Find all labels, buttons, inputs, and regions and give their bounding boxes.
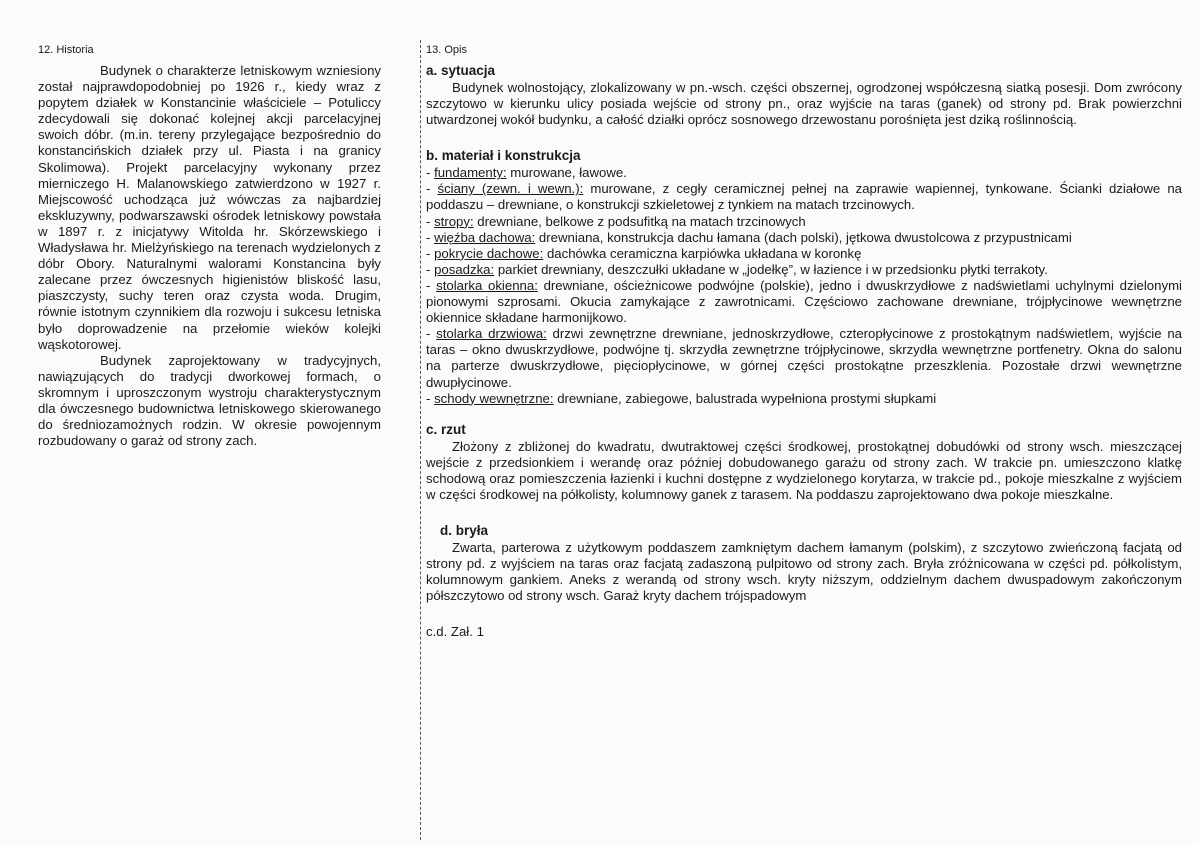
history-paragraph-1: Budynek o charakterze letniskowym wzniesiony został najprawdopodobniej po 1926 r., kiedy wraz z popytem działek w Konstancinie właściciele – Potuliccy zdecydowali się dokonać kolejnej akcji parcelacyjnej swoich dóbr. (m.in. tereny przylegające bezpośrednio do konstancińskich działek przy ul. Piasta i na granicy Skolimowa). Projekt parcelacyjny wykonany przez mierniczego H. Malanowskiego zatwierdzono w 1927 r. Miejscowość uchodząca już wówczas za najbardziej ekskluzywny, podwarszawski ośrodek letniskowy powstała w 1897 r. z inicjatywy Witolda hr. Skórzewskiego i Władysława hr. Mielżyńskiego na terenach wydzielonych z dóbr Obory. Naturalnymi walorami Konstancina były zalecane przez ówczesnych higienistów bliskość lasu, piaszczysty, suchy teren oraz czysta woda. Drugim, równie istotnym czynnikiem dla rozwoju i sukcesu letniska było doprowadzenie na przełomie wieków kolejki wąskotorowej. <box>38 63 381 352</box>
history-label: 12. Historia <box>38 44 94 56</box>
material-item-roofing: - pokrycie dachowe: dachówka ceramiczna karpiówka układana w koronkę <box>426 245 862 261</box>
section-d-text: Zwarta, parterowa z użytkowym poddaszem zamkniętym dachem łamanym (polskim), z szczytowo zwieńczoną facjatą od strony pd. z wyjściem na taras oraz facjatą zadaszoną pulpitowo od strony zach. Bryła zróżnicowana w części pd. półkolistym, kolumnowym gankiem. Aneks z werandą od strony wsch. kryty niższym, oddzielnym dachem dwuspadowym zakończonym półszczytowo od strony wsch. Garaż kryty dachem trójspadowym <box>426 540 1182 604</box>
description-column <box>426 44 1182 639</box>
section-c-text: Złożony z zbliżonej do kwadratu, dwutraktowej części środkowej, prostokątnej dobudówki od strony wsch. mieszczącej wejście z przedsionkiem i werandę oraz później dobudowanego garażu od strony zach. W trakcie pn. umieszczono klatkę schodową oraz pomieszczenia łazienki i kuchni dostępne z wydzielonego korytarza, w trakcie pd., pokoje mieszkalne z wyjściem w części środkowej na półkolisty, kolumnowy ganek z tarasem. Na poddaszu zaprojektowano dwa pokoje mieszkalne. <box>426 438 1182 502</box>
material-item-walls: - ściany (zewn. i wewn.): murowane, z cegły ceramicznej pełnej na zaprawie wapiennej, tynkowane. Ścianki działowe na poddaszu – drewniane, o konstrukcji szkieletowej z tynkiem na matach trzcinowych. <box>426 181 1183 213</box>
section-d-title: d. bryła <box>440 523 489 539</box>
material-item-doors: - stolarka drzwiowa: drzwi zewnętrzne drewniane, jednoskrzydłowe, czteropłycinowe z prostokątnym nadświetlem, wyjście na taras – okno dwuskrzydłowe, podwójne tj. skrzydła zewnętrzne trójpłycinowe, skrzydła wewnętrzne portfenetry. Okna do salonu na parterze dwuskrzydłowe, pięciopłycinowe, w górnej części prostokątne przeszklenia. Pozostałe drzwi wewnętrzne dwupłycinowe. <box>426 326 1183 390</box>
materials-list <box>426 165 1182 406</box>
material-item-roof-truss: - więźba dachowa: drewniana, konstrukcja dachu łamana (dach polski), jętkowa dwustolcowa z przypustnicami <box>426 229 1072 245</box>
history-column <box>38 44 381 449</box>
section-a-text: Budynek wolnostojący, zlokalizowany w pn.-wsch. części obszernej, ogrodzonej współczesną siatką posesji. Dom zwrócony szczytowo w kierunku ulicy posiada wejście od strony pn., oraz wyjście na taras (ganek) od strony pd. Brak powierzchni utwardzonej wokół budynku, a całość działki oprócz sosnowego drzewostanu porośnięta jest dziką roślinnością. <box>426 80 1182 128</box>
material-item-flooring: - posadzka: parkiet drewniany, deszczułki układane w „jodełkę”, w łazience i w przedsionku płytki terrakoty. <box>426 261 1048 277</box>
column-divider <box>420 40 421 840</box>
material-item-stairs: - schody wewnętrzne: drewniane, zabiegowe, balustrada wypełniona prostymi słupkami <box>426 390 937 406</box>
section-b-title: b. materiał i konstrukcja <box>426 148 581 164</box>
material-item-foundations: - fundamenty: murowane, ławowe. <box>426 165 627 181</box>
history-paragraph-2: Budynek zaprojektowany w tradycyjnych, nawiązujących do tradycji dworkowej formach, o skromnym i uproszczonym wystroju charakterystycznym dla ówczesnego budownictwa letniskowego skierowanego do średniozamożnych rodzin. W okresie powojennym rozbudowany o garaż od strony zach. <box>38 352 381 449</box>
continued-note: c.d. Zał. 1 <box>426 624 484 640</box>
section-a-title: a. sytuacja <box>426 63 496 78</box>
description-label: 13. Opis <box>426 44 467 56</box>
section-c-title: c. rzut <box>426 421 466 437</box>
material-item-ceilings: - stropy: drewniane, belkowe z podsufitką na matach trzcinowych <box>426 213 806 229</box>
material-item-windows: - stolarka okienna: drewniane, ościeżnicowe podwójne (polskie), jedno i dwuskrzydłowe z nadświetlami uchylnymi dzielonymi pionowymi szprosami. Okucia zamykające z zawrotnicami. Częściowo zachowane drewniane, trójpłycinowe wewnętrzne okiennice składane harmonijkowo. <box>426 277 1182 326</box>
